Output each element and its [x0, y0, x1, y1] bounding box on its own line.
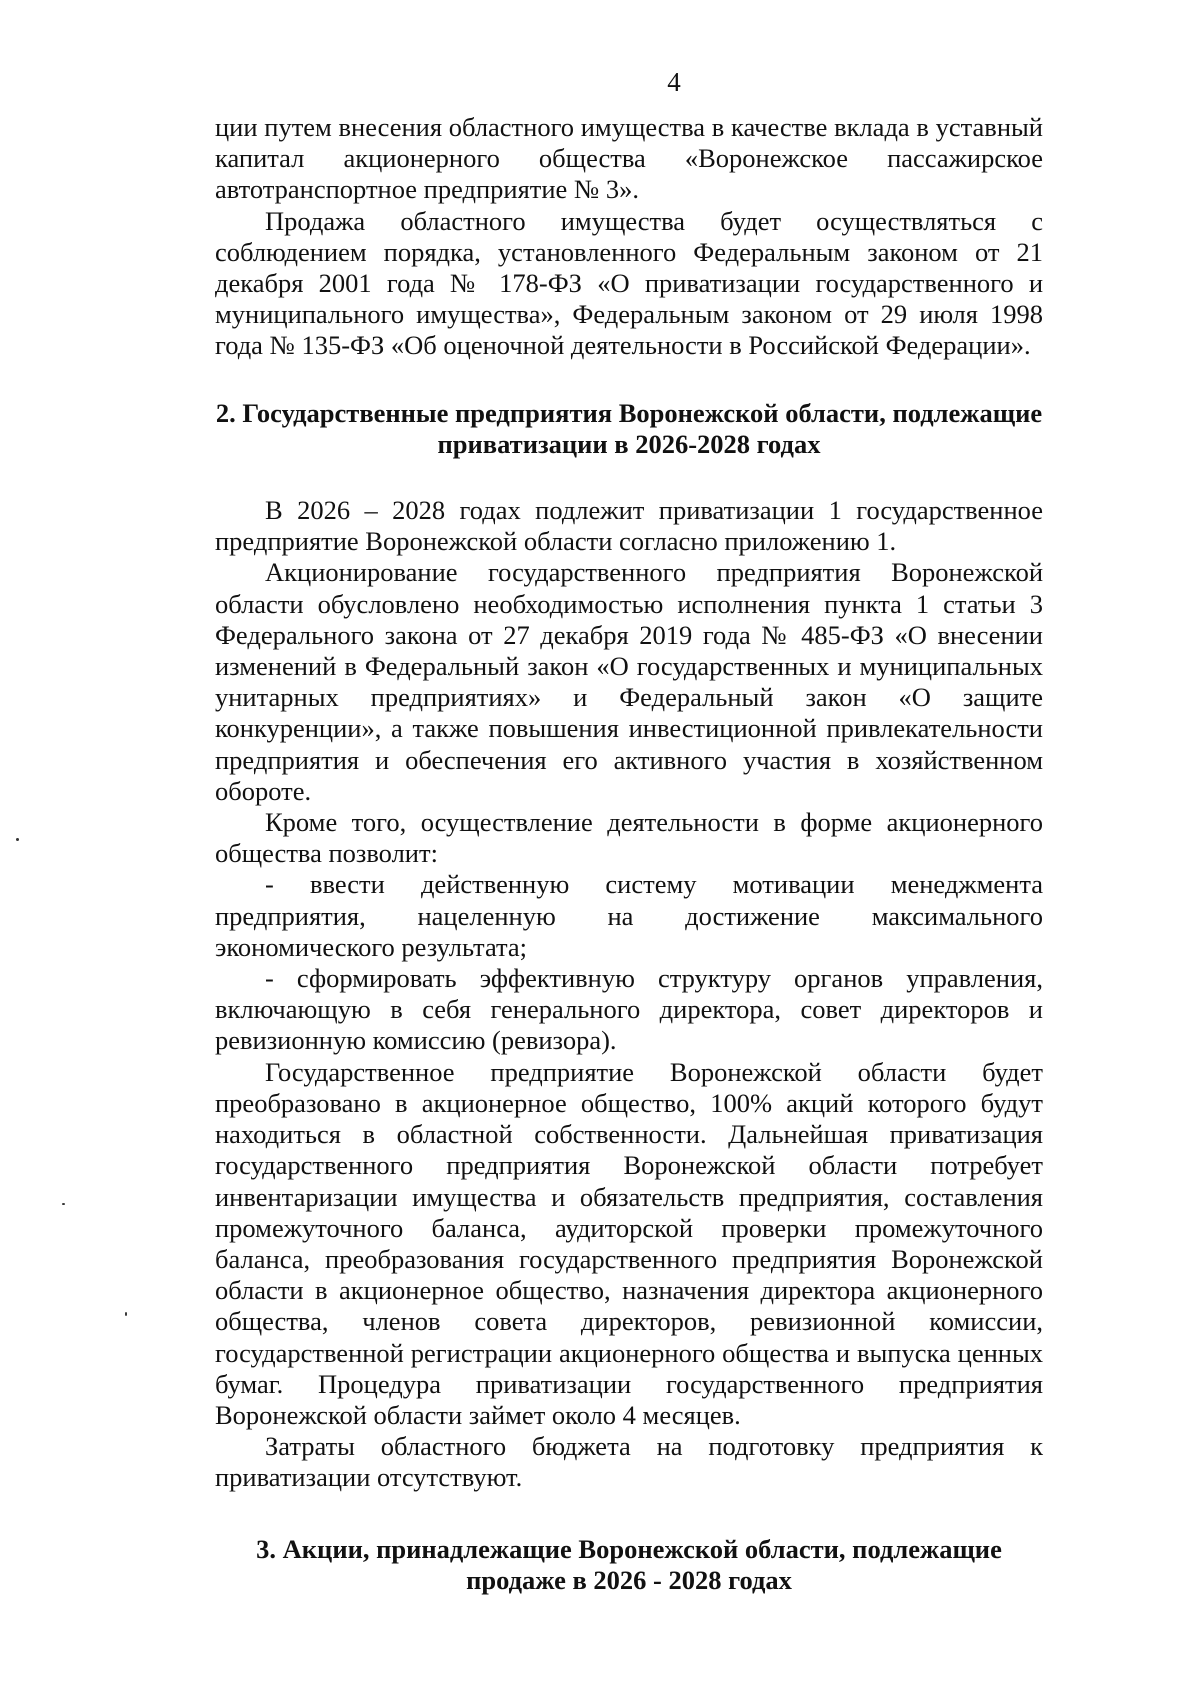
- section-2-paragraph: Кроме того, осуществление деятельности в форме акционерного общества позволит:: [215, 807, 1043, 869]
- section-2-bullet-item: - сформировать эффективную структуру органов управления, включающую в себя генерального директора, совет директоров и ревизионную комиссию (ревизора).: [215, 963, 1043, 1056]
- page-number: 4: [667, 67, 681, 97]
- section-2-heading: 2. Государственные предприятия Воронежской области, подлежащие приватизации в 2026-2028 годах: [215, 397, 1043, 459]
- section-2-paragraph: Государственное предприятие Воронежской области будет преобразовано в акционерное общество, 100% акций которого будут находиться в областной собственности. Дальнейшая приватизация государственного предприятия Воронежской области потребует инвентаризации имущества и обязательств предприятия, составления промежуточного баланса, аудиторской проверки промежуточного баланса, преобразования государственного предприятия Воронежской области в акционерное общество, назначения директора акционерного общества, членов совета директоров, ревизионной комиссии, государственной регистрации акционерного общества и выпуска ценных бумаг. Процедура приватизации государственного предприятия Воронежской области займет около 4 месяцев.: [215, 1056, 1043, 1430]
- section-2-paragraph: Акционирование государственного предприятия Воронежской области обусловлено необходимостью исполнения пункта 1 статьи 3 Федерального закона от 27 декабря 2019 года № 485-ФЗ «О внесении изменений в Федеральный закон «О государственных и муниципальных унитарных предприятиях» и Федеральный закон «О защите конкуренции», а также повышения инвестиционной привлекательности предприятия и обеспечения его активного участия в хозяйственном обороте.: [215, 557, 1043, 806]
- section-2-bullet-item: - ввести действенную систему мотивации менеджмента предприятия, нацеленную на достижение максимального экономического результата;: [215, 869, 1043, 962]
- scan-speck: [62, 1203, 65, 1205]
- document-body: [215, 112, 1043, 1596]
- scan-speck: [16, 838, 19, 841]
- section-3-heading: 3. Акции, принадлежащие Воронежской области, подлежащие продаже в 2026 - 2028 годах: [256, 1533, 1002, 1595]
- intro-paragraph-sale-procedure: Продажа областного имущества будет осуществляться с соблюдением порядка, установленного Федеральным законом от 21 декабря 2001 года № 178-ФЗ «О приватизации государственного и муниципального имущества», Федеральным законом от 29 июля 1998 года № 135-ФЗ «Об оценочной деятельности в Российской Федерации».: [215, 205, 1043, 361]
- section-2-paragraph: В 2026 – 2028 годах подлежит приватизации 1 государственное предприятие Воронежской области согласно приложению 1.: [215, 495, 1043, 557]
- intro-paragraph-continuation: ции путем внесения областного имущества в качестве вклада в уставный капитал акционерного общества «Воронежское пассажирское автотранспортное предприятие № 3».: [215, 112, 1043, 205]
- section-2-paragraph: Затраты областного бюджета на подготовку предприятия к приватизации отсутствуют.: [215, 1431, 1043, 1493]
- scan-speck: [125, 1312, 127, 1316]
